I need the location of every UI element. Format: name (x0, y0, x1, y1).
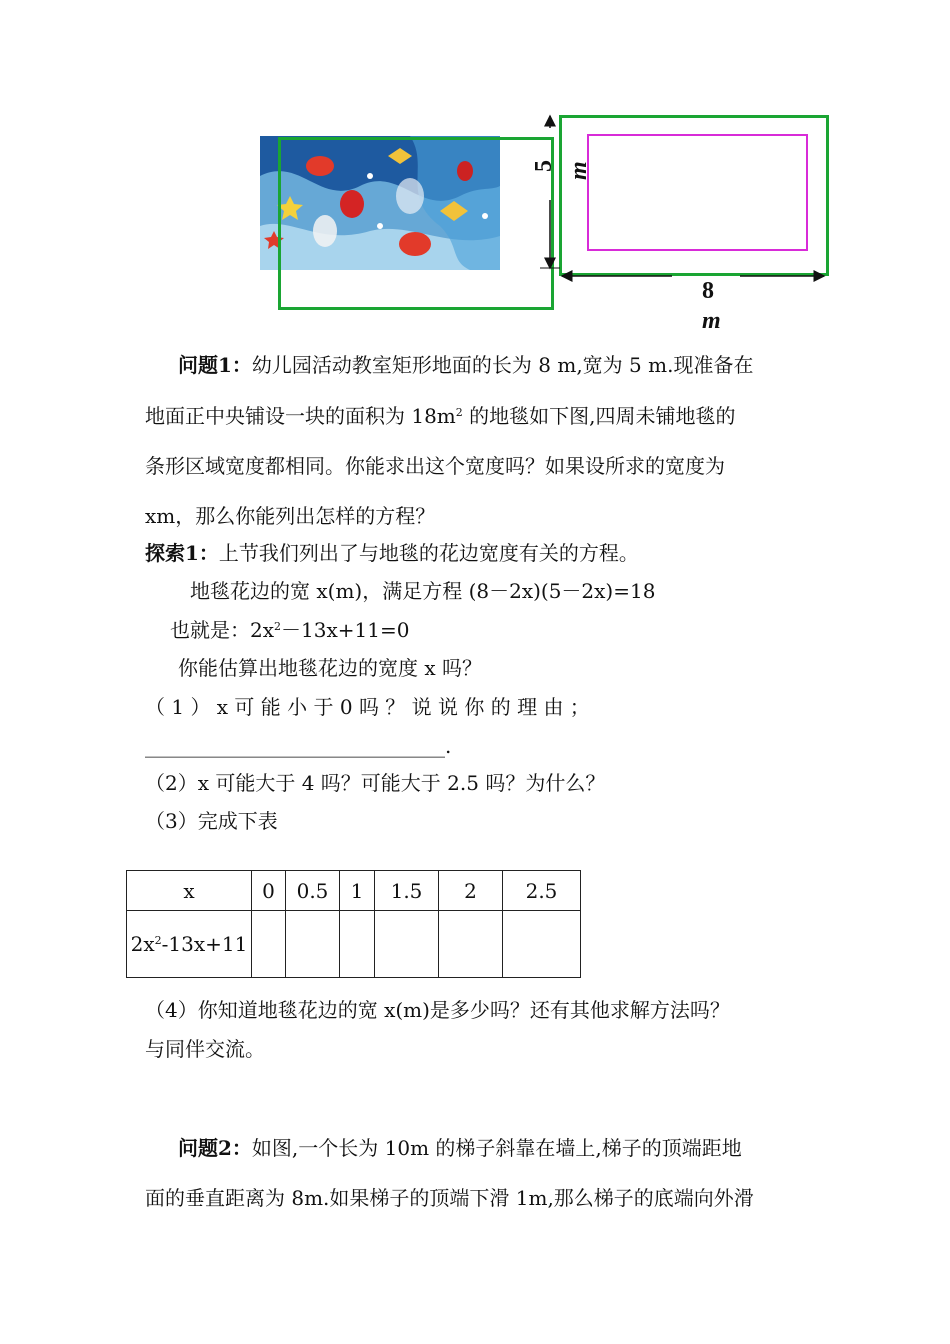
explore1-intro: 探索1：上节我们列出了与地毯的花边宽度有关的方程。 (145, 541, 639, 565)
problem2-heading: 问题2： (178, 1136, 252, 1160)
problem1-heading: 问题1： (178, 353, 252, 377)
problem1-line4: xm，那么你能列出怎样的方程？ (145, 504, 436, 528)
table-answer-cell[interactable] (286, 911, 340, 978)
value-table (126, 870, 581, 978)
explore1-q2: （2）x 可能大于 4 吗？可能大于 2.5 吗？为什么？ (145, 771, 606, 795)
table-header-x: x (127, 871, 252, 911)
problem1-line2: 地面正中央铺设一块的面积为 $18m^2$ 的地毯如下图,四周未铺地毯的 (145, 404, 736, 428)
explore1-simplified: 也就是：$2x^2-13x+11=0$ (170, 618, 410, 642)
table-answer-cell[interactable] (252, 911, 286, 978)
table-cell-x: 2 (439, 871, 503, 911)
explore1-question: 你能估算出地毯花边的宽度 x 吗？ (178, 656, 482, 680)
explore1-q3: （3）完成下表 (145, 809, 278, 833)
width-label-number: 8 (702, 278, 714, 304)
problem2-line2: 面的垂直距离为 8m.如果梯子的顶端下滑 1m,那么梯子的底端向外滑 (145, 1186, 754, 1210)
width-label-unit: m (702, 308, 721, 334)
table-answer-cell[interactable] (340, 911, 375, 978)
table-cell-x: 1.5 (375, 871, 439, 911)
table-row-expression (127, 911, 581, 978)
explore1-q4-cont: 与同伴交流。 (145, 1037, 265, 1061)
table-cell-x: 1 (340, 871, 375, 911)
table-row-x (127, 871, 581, 911)
table-answer-cell[interactable] (375, 911, 439, 978)
explore1-q1-blank[interactable]: ______________________________. (145, 734, 452, 758)
height-label-number: 5 (531, 160, 557, 172)
problem1-line1: 问题1：幼儿园活动教室矩形地面的长为 8 m,宽为 5 m.现准备在 (178, 353, 754, 377)
table-cell-x: 0.5 (286, 871, 340, 911)
table-cell-x: 0 (252, 871, 286, 911)
explore1-q1: （ 1 ） x 可 能 小 于 0 吗 ？ 说 说 你 的 理 由 ； (145, 695, 590, 719)
table-header-expression: $2x^2-13x+11$ (127, 911, 252, 978)
table-cell-x: 2.5 (503, 871, 581, 911)
dimension-arrows (0, 0, 950, 340)
problem2-line1: 问题2：如图,一个长为 10m 的梯子斜靠在墙上,梯子的顶端距地 (178, 1136, 742, 1160)
explore1-heading: 探索1： (145, 541, 219, 565)
height-label-unit: m (566, 161, 592, 180)
table-answer-cell[interactable] (439, 911, 503, 978)
explore1-q4: （4）你知道地毯花边的宽 x(m)是多少吗？还有其他求解方法吗？ (145, 998, 730, 1022)
problem1-line3: 条形区域宽度都相同。你能求出这个宽度吗？如果设所求的宽度为 (145, 454, 725, 478)
explore1-equation: 地毯花边的宽 x(m)，满足方程 (8－2x)(5－2x)=18 (190, 579, 656, 603)
table-answer-cell[interactable] (503, 911, 581, 978)
